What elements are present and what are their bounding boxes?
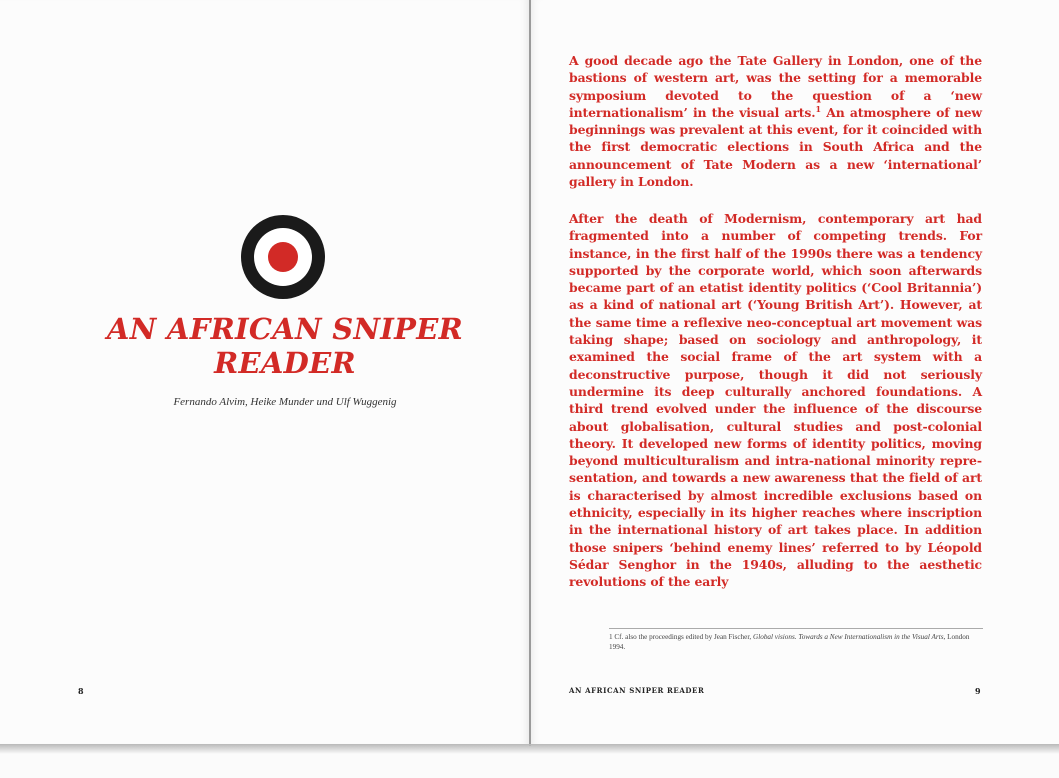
title-line-1: AN AFRICAN SNIPER bbox=[106, 312, 464, 346]
page-shadow bbox=[0, 744, 1059, 754]
footnote-text: 1 Cf. also the proceedings edited by Jean Fischer, bbox=[609, 633, 754, 641]
page-number-right: 9 bbox=[975, 686, 981, 696]
paragraph-1-continuation: An atmosphere of new beginnings was prevalent at this event, for it coincided with the first democratic elections in South Africa and the announcement of Tate Modern as a new ‘international’ gallery in London. bbox=[569, 104, 982, 190]
body-paragraph-2: After the death of Modernism, contemporary art had fragmented into a number of competing trends. For instance, in the first half of the 1990s there was a tendency supported by the corporate world, which soon afterwards became part of an etatist identity politics (‘Cool Britannia’) as a kind of national art (‘Young British Art’). However, at the same time a reflexive neo-conceptual art movement was taking shape; based on sociology and anthropology, it examined the social frame of the art system with a deconstructive purpose, though it did not seriously undermine its deep culturally anchored foundations. A third trend evolved under the influence of the discourse about globalisation, cultural studies and post-colonial theory. It developed new forms of identity politics, moving beyond multiculturalism and intra-national minority representation, and towards a new awareness that the field of art is characterised by almost incredible exclusions based on ethnicity, especially in its higher reaches where inscription in the international history of art takes place. In addition those snipers ‘behind enemy lines’ referred to by Léopold Sédar Senghor in the 1940s, alluding to the aesthetic revolutions of the early bbox=[569, 211, 982, 590]
authors-line: Fernando Alvim, Heike Munder und Ulf Wuggenig bbox=[173, 396, 397, 408]
footnote-divider bbox=[609, 628, 983, 629]
footnote-text-end: , London 1994. bbox=[609, 633, 970, 651]
footnote-reference: 1 bbox=[815, 103, 821, 114]
book-title bbox=[40, 312, 530, 380]
running-head: AN AFRICAN SNIPER READER bbox=[569, 686, 705, 695]
title-line-2: READER bbox=[214, 346, 356, 380]
footnote bbox=[609, 632, 987, 652]
roundel-center-dot bbox=[268, 242, 298, 272]
footnote-book-title: Global visions. Towards a New Internationalism in the Visual Arts bbox=[753, 633, 944, 641]
body-paragraph-1 bbox=[569, 52, 982, 190]
roundel-target-icon bbox=[241, 215, 325, 299]
paragraph-1-text: A good decade ago the Tate Gallery in London, one of the bastions of western art, was the setting for a memorable symposium devoted to the question of a ‘new internationalism’ in the visual arts. bbox=[569, 53, 982, 120]
page-number-left: 8 bbox=[78, 686, 84, 696]
